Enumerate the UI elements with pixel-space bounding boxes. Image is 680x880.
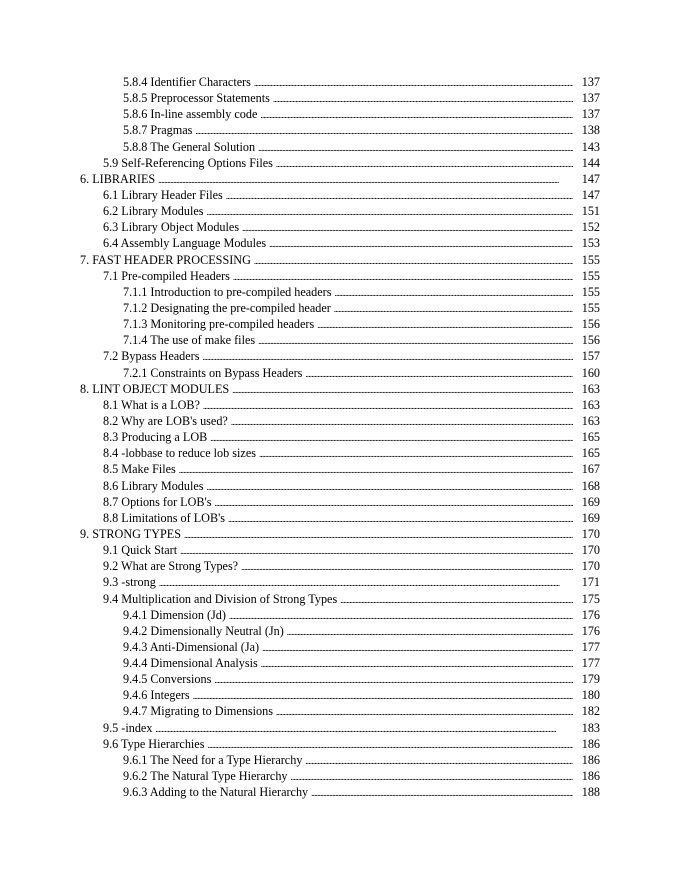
toc-entry[interactable]	[0, 139, 680, 155]
toc-entry[interactable]	[0, 720, 680, 736]
toc-entry[interactable]	[0, 542, 680, 558]
toc-entry-page-number: 169	[573, 494, 600, 510]
toc-entry[interactable]	[0, 494, 680, 510]
toc-entry-title: 9.6.1 The Need for a Type Hierarchy	[123, 752, 305, 768]
toc-entry-title: 5.8.7 Pragmas	[123, 122, 195, 138]
toc-entry[interactable]	[0, 591, 680, 607]
toc-entry-page-number: 176	[573, 607, 600, 623]
toc-entry-title: 7. FAST HEADER PROCESSING	[80, 252, 254, 268]
dot-leader	[258, 333, 573, 349]
toc-entry-page-number: 137	[573, 106, 600, 122]
toc-entry-page-number: 176	[573, 623, 600, 639]
toc-entry[interactable]	[0, 397, 680, 413]
toc-entry-title: 5.8.5 Preprocessor Statements	[123, 90, 273, 106]
toc-entry-title: 7.1.1 Introduction to pre-compiled headers	[123, 284, 334, 300]
toc-entry-page-number: 169	[573, 510, 600, 526]
toc-entry-title: 8.2 Why are LOB's used?	[103, 413, 231, 429]
dot-leader	[179, 462, 573, 478]
toc-entry[interactable]	[0, 381, 680, 397]
toc-entry[interactable]	[0, 235, 680, 251]
toc-entry[interactable]	[0, 90, 680, 106]
dot-leader	[276, 704, 573, 720]
toc-entry-title: 9.4.7 Migrating to Dimensions	[123, 703, 276, 719]
toc-entry[interactable]	[0, 703, 680, 719]
toc-entry-title: 9.4.6 Integers	[123, 687, 193, 703]
toc-entry-page-number: 151	[573, 203, 600, 219]
toc-entry-page-number: 170	[573, 542, 600, 558]
toc-entry-title: 7.1.3 Monitoring pre-compiled headers	[123, 316, 317, 332]
dot-leader	[261, 656, 573, 672]
dot-leader	[305, 366, 573, 382]
dot-leader	[305, 753, 573, 769]
dot-leader	[273, 91, 573, 107]
dot-leader	[317, 317, 573, 333]
toc-entry[interactable]	[0, 429, 680, 445]
toc-entry[interactable]	[0, 300, 680, 316]
toc-entry[interactable]	[0, 687, 680, 703]
toc-entry-title: 9.6.2 The Natural Type Hierarchy	[123, 768, 291, 784]
toc-entry-title: 9.4 Multiplication and Division of Strong Types	[103, 591, 340, 607]
toc-entry-title: 9.4.3 Anti-Dimensional (Ja)	[123, 639, 262, 655]
toc-entry[interactable]	[0, 639, 680, 655]
toc-entry-title: 6. LIBRARIES	[80, 171, 158, 187]
toc-entry-page-number: 163	[573, 413, 600, 429]
toc-entry-title: 5.9 Self-Referencing Options Files	[103, 155, 276, 171]
toc-entry-page-number: 168	[573, 478, 600, 494]
dot-leader	[259, 446, 573, 462]
toc-entry[interactable]	[0, 655, 680, 671]
dot-leader	[262, 640, 573, 656]
dot-leader	[231, 414, 573, 430]
toc-entry-title: 5.8.6 In-line assembly code	[123, 106, 260, 122]
toc-entry-page-number: 155	[573, 300, 600, 316]
toc-entry-page-number: 143	[573, 139, 600, 155]
toc-entry-page-number: 163	[573, 397, 600, 413]
dot-leader	[193, 688, 573, 704]
toc-entry-title: 8.7 Options for LOB's	[103, 494, 215, 510]
toc-entry[interactable]	[0, 155, 680, 171]
toc-entry-title: 6.4 Assembly Language Modules	[103, 235, 269, 251]
toc-entry-title: 6.2 Library Modules	[103, 203, 207, 219]
toc-entry[interactable]	[0, 623, 680, 639]
toc-entry-page-number: 165	[573, 429, 600, 445]
toc-entry-title: 7.1 Pre-compiled Headers	[103, 268, 233, 284]
toc-entry-page-number: 155	[573, 284, 600, 300]
dot-leader	[233, 269, 573, 285]
toc-entry-title: 9.2 What are Strong Types?	[103, 558, 241, 574]
dot-leader	[210, 430, 573, 446]
toc-entry-page-number: 188	[573, 784, 600, 800]
toc-entry[interactable]	[0, 106, 680, 122]
toc-entry[interactable]	[0, 171, 680, 187]
dot-leader	[242, 220, 573, 236]
toc-entry-title: 8. LINT OBJECT MODULES	[80, 381, 232, 397]
toc-entry-page-number: 180	[573, 687, 600, 703]
toc-entry-page-number: 147	[573, 171, 600, 187]
toc-entry-title: 9.4.4 Dimensional Analysis	[123, 655, 261, 671]
toc-entry[interactable]	[0, 284, 680, 300]
toc-entry-page-number: 183	[573, 720, 600, 736]
dot-leader	[159, 575, 573, 591]
dot-leader	[184, 527, 573, 543]
dot-leader	[291, 769, 573, 785]
toc-entry-title: 6.1 Library Header Files	[103, 187, 226, 203]
toc-entry-title: 8.3 Producing a LOB	[103, 429, 210, 445]
dot-leader	[180, 543, 573, 559]
toc-entry-page-number: 165	[573, 445, 600, 461]
toc-entry-title: 7.2 Bypass Headers	[103, 348, 202, 364]
toc-entry-page-number: 171	[573, 574, 600, 590]
toc-entry-title: 9.4.1 Dimension (Jd)	[123, 607, 229, 623]
toc-entry-title: 9.1 Quick Start	[103, 542, 180, 558]
dot-leader	[276, 156, 573, 172]
toc-entry-page-number: 137	[573, 90, 600, 106]
dot-leader	[232, 382, 573, 398]
toc-entry-page-number: 153	[573, 235, 600, 251]
toc-entry-page-number: 170	[573, 558, 600, 574]
toc-entry[interactable]	[0, 74, 680, 90]
dot-leader	[254, 253, 573, 269]
toc-entry[interactable]	[0, 348, 680, 364]
toc-entry-page-number: 160	[573, 365, 600, 381]
dot-leader	[258, 140, 573, 156]
toc-entry[interactable]	[0, 332, 680, 348]
toc-entry-page-number: 156	[573, 332, 600, 348]
dot-leader	[269, 236, 573, 252]
toc-entry[interactable]	[0, 510, 680, 526]
toc-entry-page-number: 137	[573, 74, 600, 90]
toc-entry-page-number: 155	[573, 268, 600, 284]
dot-leader	[311, 785, 573, 801]
dot-leader	[202, 349, 573, 365]
dot-leader	[207, 737, 573, 753]
dot-leader	[207, 204, 573, 220]
toc-entry-page-number: 157	[573, 348, 600, 364]
toc-entry[interactable]	[0, 219, 680, 235]
toc-entry[interactable]	[0, 461, 680, 477]
toc-entry-title: 9.4.2 Dimensionally Neutral (Jn)	[123, 623, 287, 639]
toc-entry-title: 9. STRONG TYPES	[80, 526, 184, 542]
toc-entry-title: 9.6 Type Hierarchies	[103, 736, 207, 752]
toc-entry[interactable]	[0, 187, 680, 203]
toc-entry[interactable]	[0, 558, 680, 574]
toc-entry[interactable]	[0, 768, 680, 784]
dot-leader	[260, 107, 573, 123]
toc-entry[interactable]	[0, 574, 680, 590]
dot-leader	[228, 511, 573, 527]
toc-entry-page-number: 177	[573, 639, 600, 655]
toc-entry-page-number: 177	[573, 655, 600, 671]
toc-entry[interactable]	[0, 752, 680, 768]
toc-entry[interactable]	[0, 252, 680, 268]
toc-entry-page-number: 147	[573, 187, 600, 203]
toc-entry-page-number: 175	[573, 591, 600, 607]
toc-entry-page-number: 144	[573, 155, 600, 171]
dot-leader	[155, 721, 573, 737]
toc-entry-title: 5.8.4 Identifier Characters	[123, 74, 254, 90]
toc-entry-page-number: 186	[573, 752, 600, 768]
toc-entry-page-number: 167	[573, 461, 600, 477]
toc-entry[interactable]	[0, 365, 680, 381]
toc-entry-page-number: 182	[573, 703, 600, 719]
dot-leader	[214, 672, 573, 688]
toc-entry-page-number: 186	[573, 736, 600, 752]
toc-entry-page-number: 138	[573, 122, 600, 138]
toc-entry-title: 7.1.4 The use of make files	[123, 332, 258, 348]
toc-entry-page-number: 163	[573, 381, 600, 397]
toc-entry[interactable]	[0, 122, 680, 138]
dot-leader	[334, 301, 573, 317]
toc-entry-title: 9.4.5 Conversions	[123, 671, 214, 687]
dot-leader	[215, 495, 574, 511]
dot-leader	[334, 285, 573, 301]
toc-entry[interactable]	[0, 671, 680, 687]
toc-entry[interactable]	[0, 607, 680, 623]
toc-entry[interactable]	[0, 413, 680, 429]
toc-entry[interactable]	[0, 478, 680, 494]
toc-entry-page-number: 170	[573, 526, 600, 542]
toc-entry-page-number: 152	[573, 219, 600, 235]
toc-entry[interactable]	[0, 526, 680, 542]
dot-leader	[241, 559, 573, 575]
toc-entry-page-number: 155	[573, 252, 600, 268]
toc-entry-title: 8.1 What is a LOB?	[103, 397, 203, 413]
toc-entry-page-number: 179	[573, 671, 600, 687]
dot-leader	[226, 188, 573, 204]
toc-entry-title: 8.5 Make Files	[103, 461, 179, 477]
dot-leader	[340, 592, 573, 608]
dot-leader	[254, 75, 573, 91]
toc-entry-title: 5.8.8 The General Solution	[123, 139, 258, 155]
dot-leader	[207, 479, 573, 495]
toc-entry[interactable]	[0, 784, 680, 800]
toc-entry-title: 8.4 -lobbase to reduce lob sizes	[103, 445, 259, 461]
toc-entry[interactable]	[0, 445, 680, 461]
dot-leader	[203, 398, 573, 414]
toc-entry-page-number: 156	[573, 316, 600, 332]
toc-entry[interactable]	[0, 268, 680, 284]
toc-entry-title: 8.8 Limitations of LOB's	[103, 510, 228, 526]
toc-entry[interactable]	[0, 203, 680, 219]
toc-entry-title: 9.3 -strong	[103, 574, 159, 590]
toc-entry-title: 9.6.3 Adding to the Natural Hierarchy	[123, 784, 311, 800]
dot-leader	[195, 123, 573, 139]
toc-entry-title: 7.2.1 Constraints on Bypass Headers	[123, 365, 305, 381]
toc-entry-title: 9.5 -index	[103, 720, 155, 736]
dot-leader	[229, 608, 573, 624]
table-of-contents	[0, 74, 680, 800]
toc-entry-title: 8.6 Library Modules	[103, 478, 207, 494]
toc-entry-page-number: 186	[573, 768, 600, 784]
toc-entry[interactable]	[0, 316, 680, 332]
toc-entry-title: 7.1.2 Designating the pre-compiled header	[123, 300, 334, 316]
toc-entry[interactable]	[0, 736, 680, 752]
toc-entry-title: 6.3 Library Object Modules	[103, 219, 242, 235]
dot-leader	[158, 172, 573, 188]
dot-leader	[287, 624, 573, 640]
